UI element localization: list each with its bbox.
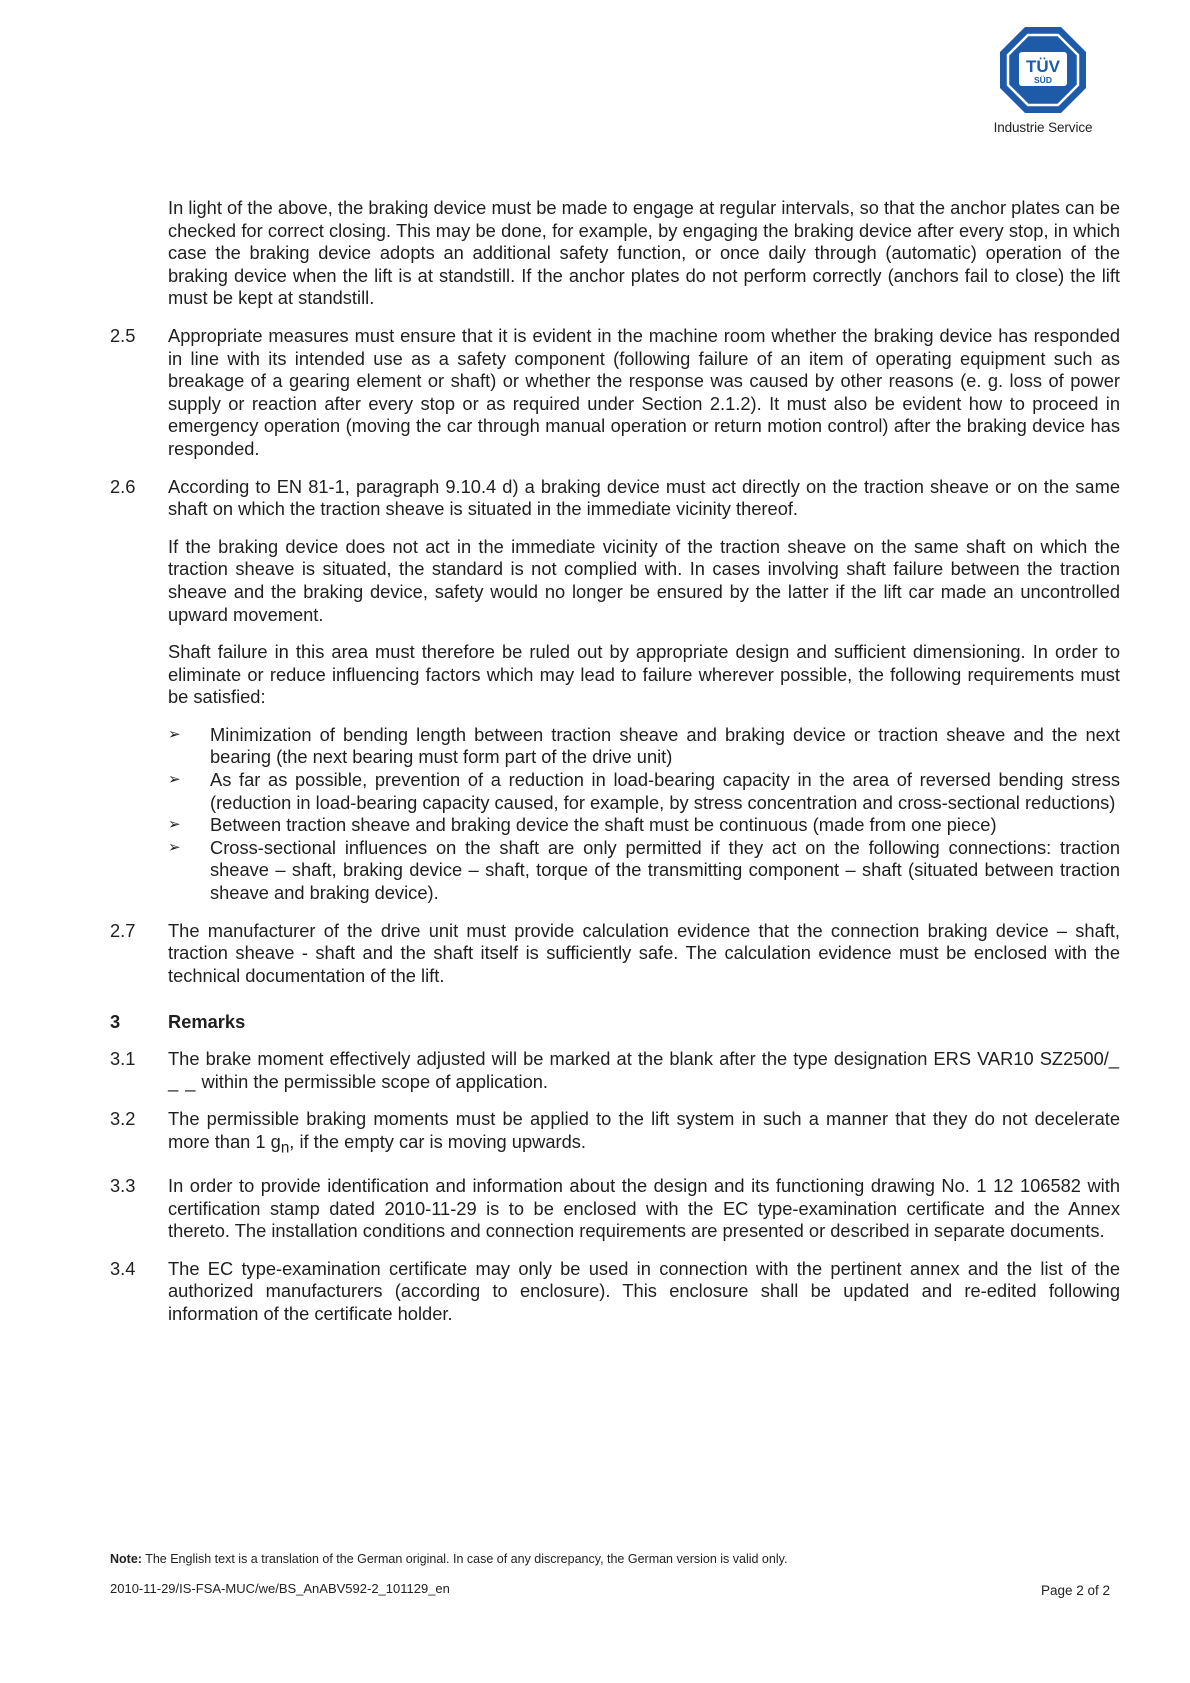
list-item-text: Between traction sheave and braking device the shaft must be continuous (made from one piece)	[210, 814, 997, 836]
document-reference: 2010-11-29/IS-FSA-MUC/we/BS_AnABV592-2_101129_en	[110, 1581, 450, 1596]
section-text: Appropriate measures must ensure that it is evident in the machine room whether the braking device has responded in line with its intended use as a safety component (following failure of an item of operating equipment such as breakage of a gearing element or shaft) or whether the response was caused by other reasons (e. g. loss of power supply or reaction after every stop or as required under Section 2.1.2). It must also be evident how to proceed in emergency operation (moving the car through manual operation or return motion control) after the braking device has responded.	[168, 324, 1120, 459]
text-segment: The brake moment effectively adjusted will be marked at the blank after the type designation ERS VAR10 SZ2500/	[168, 1048, 1109, 1069]
section-paragraph: If the braking device does not act in the immediate vicinity of the traction sheave on the same shaft on which the traction sheave is situated, the standard is not complied with. In cases involving shaft failure between the traction sheave and the braking device, safety would no longer be ensured by the latter if the lift car made an uncontrolled upward movement.	[168, 535, 1120, 625]
intro-paragraph: In light of the above, the braking device must be made to engage at regular intervals, so that the anchor plates can be checked for correct closing. This may be done, for example, by engaging the braking device after every stop, in which case the braking device adopts an additional safety function, or once daily through (automatic) operation of the braking device when the lift is at standstill. If the anchor plates do not perform correctly (anchors fail to close) the lift must be kept at standstill.	[168, 197, 1120, 309]
section-text	[168, 1108, 1120, 1160]
section-number: 3.2	[110, 1108, 136, 1130]
list-item-text: As far as possible, prevention of a reduction in load-bearing capacity in the area of reversed bending stress (reduction in load-bearing capacity caused, for example, by stress concentration and cross-sectional reductions)	[210, 769, 1120, 813]
section-text: In order to provide identification and information about the design and its functioning drawing No. 1 12 106582 with certification stamp dated 2010-11-29 is to be enclosed with the EC type-examination certificate and the Annex thereto. The installation conditions and connection requirements are presented or described in separate documents.	[168, 1175, 1120, 1242]
requirements-list	[168, 724, 1120, 905]
blank-field: _ _ _	[168, 1048, 1120, 1092]
section-2-7	[110, 920, 1120, 988]
section-text	[168, 1048, 1120, 1093]
section-3-heading	[110, 1011, 1120, 1034]
text-segment: The permissible braking moments must be applied to the lift system in such a manner that they do not decelerate more than 1 g	[168, 1108, 1120, 1152]
section-number: 2.5	[110, 324, 136, 346]
page-number: Page 2 of 2	[1040, 1583, 1110, 1598]
arrow-bullet-icon: ➢	[168, 725, 181, 743]
subscript: n	[280, 1139, 290, 1157]
section-2-6	[110, 476, 1120, 905]
arrow-bullet-icon: ➢	[168, 816, 181, 834]
section-3-4	[110, 1258, 1120, 1326]
logo-sub-wordmark: SÜD	[1034, 75, 1052, 85]
section-number: 2.7	[110, 919, 136, 941]
section-number: 3.4	[110, 1257, 136, 1279]
tuv-sud-logo	[990, 24, 1096, 135]
section-2-5	[110, 325, 1120, 461]
list-item-text: Cross-sectional influences on the shaft are only permitted if they act on the following connections: traction sheave – shaft, braking device – shaft, torque of the transmitting component – shaft (situated between traction sheave and braking device).	[210, 836, 1120, 904]
translation-note	[110, 1552, 787, 1566]
logo-wordmark: TÜV	[1026, 57, 1060, 76]
section-number: 3.3	[110, 1175, 136, 1197]
section-number: 3	[110, 1011, 121, 1033]
note-label: Note:	[110, 1552, 142, 1566]
section-title: Remarks	[168, 1011, 246, 1033]
list-item-text: Minimization of bending length between traction sheave and braking device or traction sheave and the next bearing (the next bearing must form part of the drive unit)	[210, 723, 1120, 768]
arrow-bullet-icon: ➢	[168, 838, 181, 856]
text-segment: , if the empty car is moving upwards.	[289, 1130, 586, 1152]
document-body	[110, 197, 1120, 1341]
section-3-3	[110, 1175, 1120, 1243]
list-item	[168, 769, 1120, 814]
section-text: The manufacturer of the drive unit must provide calculation evidence that the connection braking device – shaft, traction sheave - shaft and the shaft itself is sufficiently safe. The calculation evidence must be enclosed with the technical documentation of the lift.	[168, 919, 1120, 986]
logo-caption: Industrie Service	[993, 120, 1093, 135]
tuv-octagon-icon	[997, 24, 1089, 116]
list-item	[168, 724, 1120, 769]
section-3-2	[110, 1108, 1120, 1160]
text-segment: within the permissible scope of application.	[196, 1070, 549, 1092]
section-paragraph: Shaft failure in this area must therefore be ruled out by appropriate design and sufficient dimensioning. In order to eliminate or reduce influencing factors which may lead to failure wherever possible, the following requirements must be satisfied:	[168, 641, 1120, 708]
list-item	[168, 837, 1120, 905]
section-paragraph: According to EN 81-1, paragraph 9.10.4 d) a braking device must act directly on the traction sheave or on the same shaft on which the traction sheave is situated in the immediate vicinity thereof.	[168, 475, 1120, 520]
note-text: The English text is a translation of the German original. In case of any discrepancy, the German version is valid only.	[141, 1552, 788, 1566]
section-number: 3.1	[110, 1048, 136, 1069]
section-text: The EC type-examination certificate may only be used in connection with the pertinent annex and the list of the authorized manufacturers (according to enclosure). This enclosure shall be updated and re-edited following information of the certificate holder.	[168, 1257, 1120, 1324]
section-number: 2.6	[110, 475, 136, 497]
list-item	[168, 814, 1120, 837]
section-3-1	[110, 1048, 1120, 1093]
arrow-bullet-icon: ➢	[168, 771, 181, 789]
